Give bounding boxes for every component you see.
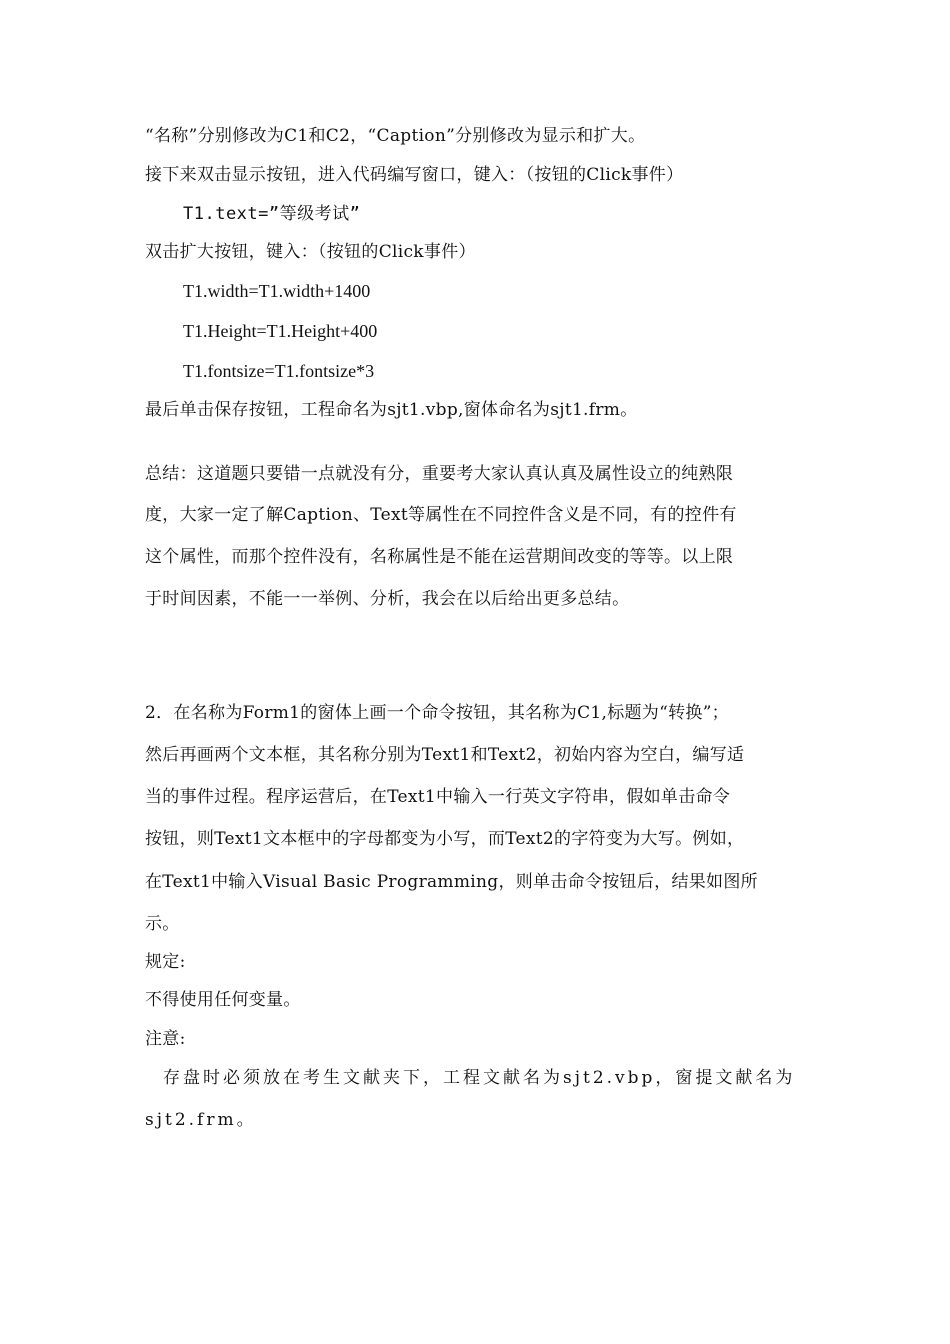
note-text: 存盘时必须放在考生文献夹下，工程文献名为sjt2.vbp，窗提文献名为 — [163, 1068, 796, 1088]
code-line: T1.width=T1.width+1400 — [183, 281, 371, 301]
requirement-heading: 规定: — [145, 952, 186, 972]
question-line: 在Text1中输入Visual Basic Programming，则单击命令按钮后，结果如图所 — [145, 872, 758, 892]
code-line: T1.Height=T1.Height+400 — [183, 321, 378, 341]
question-line: 按钮，则Text1文本框中的字母都变为小写，而Text2的字符变为大写。例如， — [145, 829, 745, 849]
summary-line: 于时间因素，不能一一举例、分析，我会在以后给出更多总结。 — [145, 589, 630, 609]
requirement-text: 不得使用任何变量。 — [145, 990, 301, 1010]
text-line: 最后单击保存按钮，工程命名为sjt1.vbp,窗体命名为sjt1.frm。 — [145, 400, 638, 420]
summary-line: 总结：这道题只要错一点就没有分，重要考大家认真认真及属性设立的纯熟限 — [145, 464, 734, 484]
note-heading: 注意: — [145, 1029, 186, 1049]
question-line: 示。 — [145, 914, 180, 934]
note-text: sjt2.frm。 — [145, 1110, 257, 1130]
text-line: 双击扩大按钮，键入：（按钮的Click事件） — [145, 242, 476, 262]
text-line: “名称”分别修改为C1和C2，“Caption”分别修改为显示和扩大。 — [145, 126, 646, 146]
summary-line: 度，大家一定了解Caption、Text等属性在不同控件含义是不同，有的控件有 — [145, 505, 737, 525]
text-line: 接下来双击显示按钮，进入代码编写窗口，键入：（按钮的Click事件） — [145, 165, 684, 185]
summary-line: 这个属性，而那个控件没有，名称属性是不能在运营期间改变的等等。以上限 — [145, 547, 734, 567]
code-line: T1.text=”等级考试” — [183, 204, 361, 224]
code-line: T1.fontsize=T1.fontsize*3 — [183, 361, 375, 381]
question-line: 然后再画两个文本框，其名称分别为Text1和Text2，初始内容为空白，编写适 — [145, 745, 745, 765]
question-line: 2．在名称为Form1的窗体上画一个命令按钮，其名称为C1,标题为“转换”； — [145, 703, 729, 723]
question-line: 当的事件过程。程序运营后，在Text1中输入一行英文字符串，假如单击命令 — [145, 787, 731, 807]
